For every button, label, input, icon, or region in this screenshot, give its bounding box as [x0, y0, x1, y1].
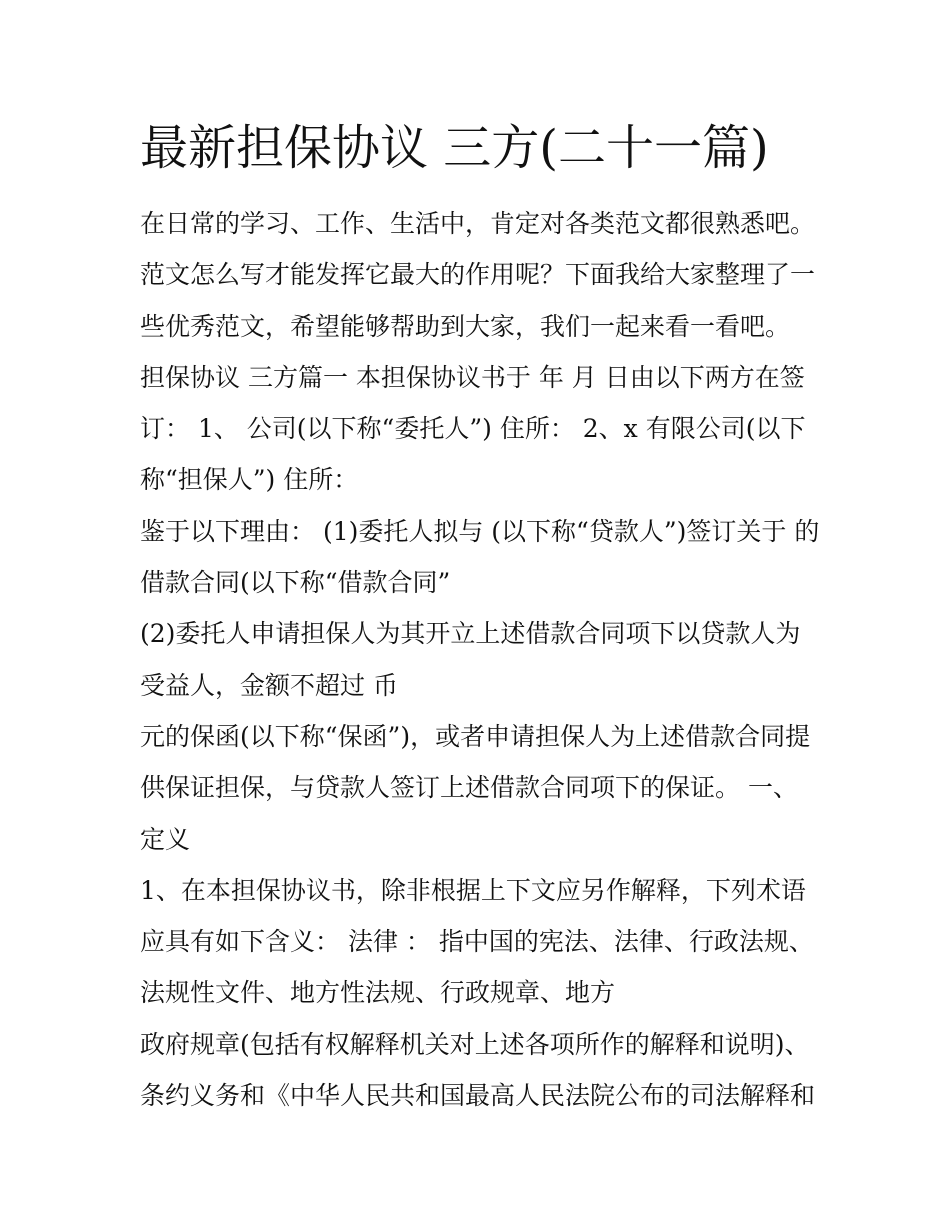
body-line-18: 条约义务和《中华人民共和国最高人民法院公布的司法解释和: [140, 1081, 816, 1111]
body-line-16: 法规性文件、地方性法规、行政规章、地方: [140, 978, 616, 1008]
body-line-1: 在日常的学习、工作、生活中，肯定对各类范文都很熟悉吧。: [140, 209, 816, 238]
body-line-5: 订： 1、 公司(以下称“委托人”) 住所： 2、x 有限公司(以下: [140, 414, 806, 444]
body-line-11: 元的保函(以下称“保函”)，或者申请担保人为上述借款合同提: [140, 721, 811, 751]
body-line-15: 应具有如下含义： 法律 ： 指中国的宪法、法律、行政法规、: [140, 927, 814, 957]
document-title: 最新担保协议 三方(二十一篇): [140, 120, 769, 176]
body-line-6: 称“担保人”) 住所：: [140, 465, 359, 495]
body-line-13: 定义: [140, 824, 191, 854]
body-line-9: (2)委托人申请担保人为其开立上述借款合同项下以贷款人为: [140, 619, 801, 649]
body-line-14: 1、在本担保协议书，除非根据上下文应另作解释，下列术语: [140, 875, 806, 905]
body-line-8: 借款合同(以下称“借款合同”: [140, 568, 451, 598]
body-line-4: 担保协议 三方篇一 本担保协议书于 年 月 日由以下两方在签: [140, 362, 805, 392]
body-line-7: 鉴于以下理由： (1)委托人拟与 (以下称“贷款人”)签订关于 的: [140, 516, 820, 546]
body-line-17: 政府规章(包括有权解释机关对上述各项所作的解释和说明)、: [140, 1029, 810, 1059]
body-line-3: 些优秀范文，希望能够帮助到大家，我们一起来看一看吧。: [140, 311, 791, 341]
document-body: [140, 198, 820, 1121]
body-line-12: 供保证担保，与贷款人签订上述借款合同项下的保证。 一、: [140, 773, 798, 803]
body-line-2: 范文怎么写才能发挥它最大的作用呢？下面我给大家整理了一: [140, 260, 816, 290]
body-line-10: 受益人，金额不超过 币: [140, 670, 398, 700]
